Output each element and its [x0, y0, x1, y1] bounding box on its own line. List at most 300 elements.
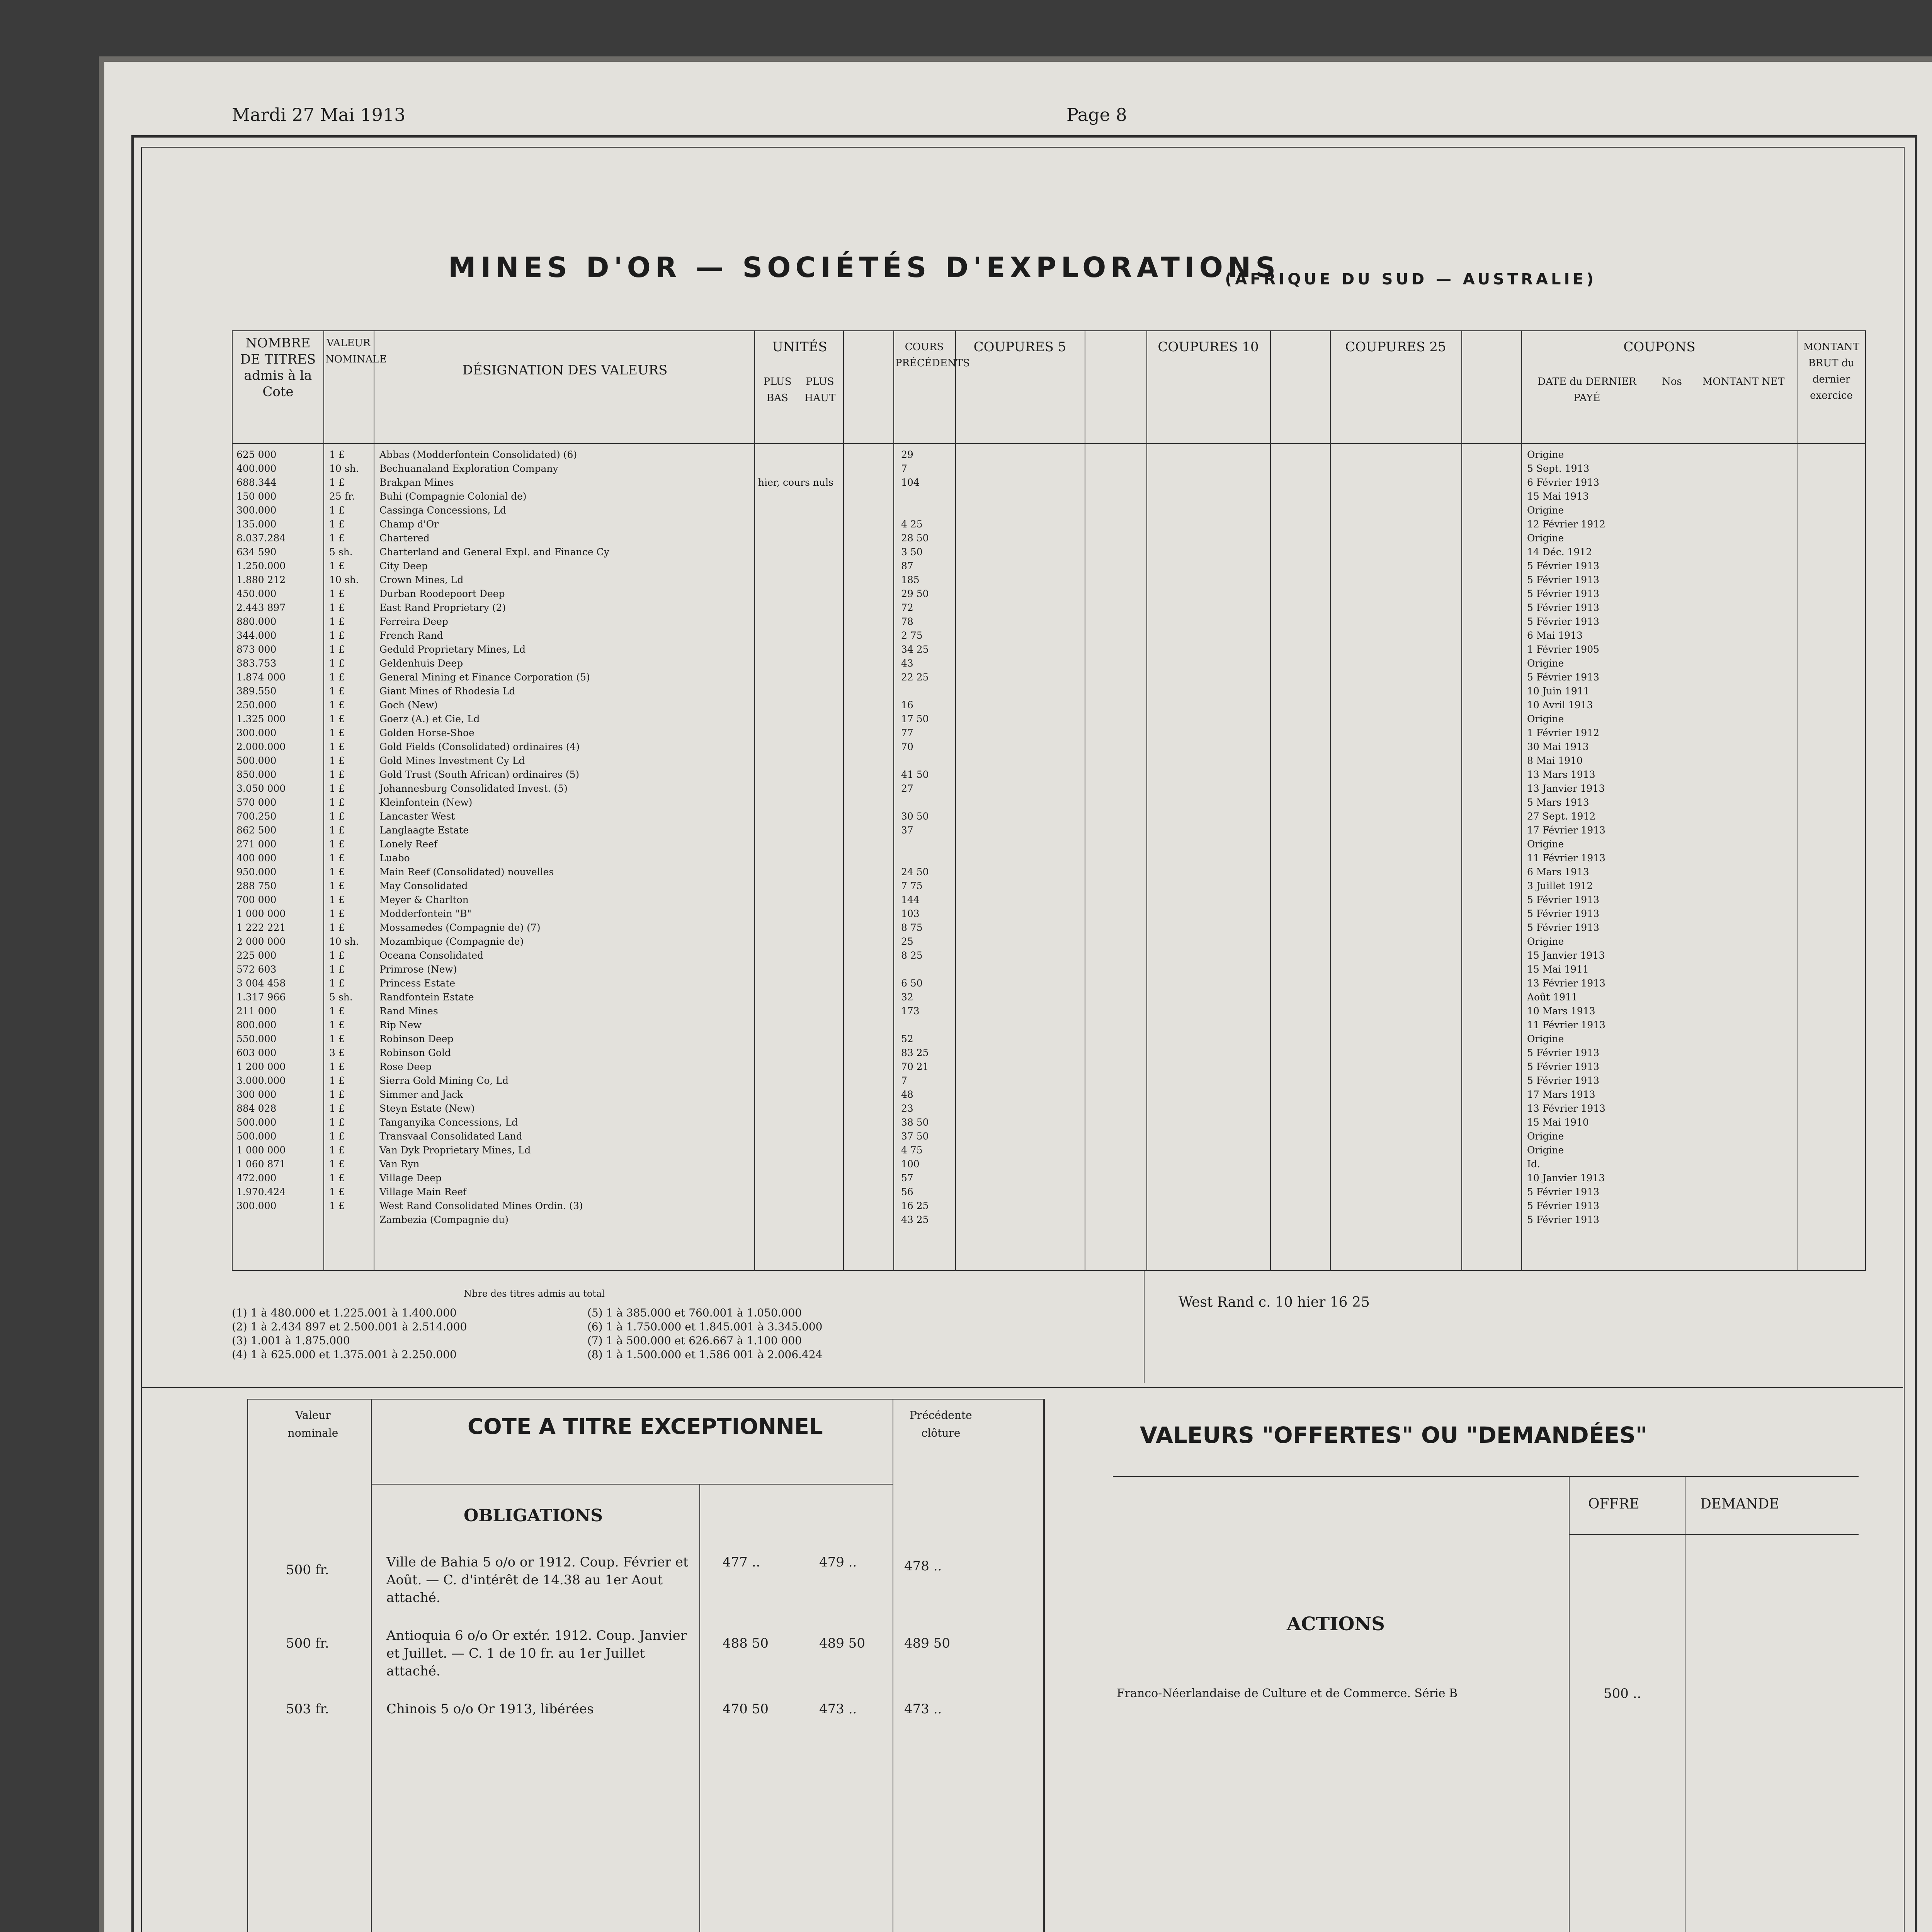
coupon-date-cell: 30 Mai 1913: [1527, 741, 1589, 752]
designation-cell: Buhi (Compagnie Colonial de): [379, 491, 527, 502]
coupon-date-cell: 5 Février 1913: [1527, 1075, 1600, 1086]
cours-cell: 100: [901, 1158, 920, 1170]
table-row: [233, 1200, 1865, 1211]
designation-cell: Goerz (A.) et Cie, Ld: [379, 713, 480, 724]
coupon-date-cell: 5 Février 1913: [1527, 560, 1600, 571]
valeur-cell: 1 £: [329, 1061, 345, 1072]
table-row: [233, 1089, 1865, 1100]
nombre-cell: 625 000: [236, 449, 277, 460]
coupon-date-cell: 5 Mars 1913: [1527, 797, 1589, 808]
table-row: [233, 1131, 1865, 1142]
designation-cell: Main Reef (Consolidated) nouvelles: [379, 866, 554, 878]
cours-cell: 3 50: [901, 546, 923, 558]
valeur-cell: 1 £: [329, 477, 345, 488]
valeur-cell: 1 £: [329, 978, 345, 989]
coupon-date-cell: 5 Février 1913: [1527, 602, 1600, 613]
designation-cell: Ferreira Deep: [379, 616, 448, 627]
nombre-cell: 3 004 458: [236, 978, 286, 989]
table-row: [233, 1005, 1865, 1017]
offre-header: OFFRE: [1588, 1496, 1639, 1512]
cours-cell: 34 25: [901, 644, 929, 655]
offertes-item-offre: 500 ..: [1604, 1686, 1641, 1701]
table-row: [233, 602, 1865, 613]
coupon-date-cell: 15 Janvier 1913: [1527, 950, 1605, 961]
nombre-cell: 1.874 000: [236, 672, 286, 683]
col-valeur: VALEUR NOMINALE: [325, 337, 387, 365]
exc-item-text: Ville de Bahia 5 o/o or 1912. Coup. Février et Août. — C. d'intérêt de 14.38 au 1er Aout attaché.: [386, 1554, 689, 1605]
valeur-cell: 1 £: [329, 838, 345, 850]
nombre-cell: 1.970.424: [236, 1186, 286, 1197]
valeur-cell: 1 £: [329, 1089, 345, 1100]
cours-cell: 77: [901, 727, 913, 738]
coupon-date-cell: 5 Février 1913: [1527, 1200, 1600, 1211]
cours-cell: 173: [901, 1005, 920, 1017]
table-row: [233, 1047, 1865, 1058]
nombre-cell: 688.344: [236, 477, 277, 488]
cours-cell: 16 25: [901, 1200, 929, 1211]
coupon-date-cell: 27 Sept. 1912: [1527, 811, 1596, 822]
nombre-cell: 3.050 000: [236, 783, 286, 794]
nombre-cell: 603 000: [236, 1047, 277, 1058]
table-row: [233, 755, 1865, 766]
cours-cell: 57: [901, 1172, 913, 1184]
cours-cell: 72: [901, 602, 913, 613]
valeur-cell: 1 £: [329, 713, 345, 724]
nombre-cell: 880.000: [236, 616, 277, 627]
designation-cell: Goch (New): [379, 699, 438, 711]
cours-cell: 38 50: [901, 1117, 929, 1128]
divider: [141, 1387, 1903, 1388]
exc-col-prec: Précédente clôture: [910, 1409, 972, 1439]
valeur-cell: 1 £: [329, 672, 345, 683]
cours-cell: 37 50: [901, 1131, 929, 1142]
table-row: [233, 1075, 1865, 1086]
cours-cell: 17 50: [901, 713, 929, 724]
table-row: [233, 811, 1865, 822]
coupon-date-cell: 5 Février 1913: [1527, 1061, 1600, 1072]
nombre-cell: 2 000 000: [236, 936, 286, 947]
table-row: [233, 630, 1865, 641]
valeur-cell: 1 £: [329, 783, 345, 794]
cours-cell: 70 21: [901, 1061, 929, 1072]
valeur-cell: 10 sh.: [329, 463, 359, 474]
valeur-cell: 1 £: [329, 644, 345, 655]
divider: [1144, 1271, 1145, 1383]
coupon-date-cell: 15 Mai 1913: [1527, 491, 1589, 502]
valeur-cell: 1 £: [329, 560, 345, 571]
cours-cell: 29: [901, 449, 913, 460]
nombre-cell: 873 000: [236, 644, 277, 655]
cours-cell: 29 50: [901, 588, 929, 599]
table-row: [233, 950, 1865, 961]
col-coupures-5: COUPURES 5: [973, 339, 1066, 355]
cours-cell: 2 75: [901, 630, 923, 641]
designation-cell: Rose Deep: [379, 1061, 432, 1072]
divider: [1043, 1399, 1044, 1932]
coupon-date-cell: 5 Février 1913: [1527, 1047, 1600, 1058]
cours-cell: 7 75: [901, 880, 923, 891]
plus-bas: PLUS BAS: [763, 376, 792, 404]
notes-title: Nbre des titres admis au total: [464, 1288, 605, 1299]
cours-cell: 24 50: [901, 866, 929, 878]
designation-cell: Langlaagte Estate: [379, 825, 469, 836]
coupon-date-cell: 1 Février 1905: [1527, 644, 1600, 655]
designation-cell: May Consolidated: [379, 880, 468, 891]
table-row: [233, 1019, 1865, 1031]
table-row: [233, 1061, 1865, 1072]
nombre-cell: 3.000.000: [236, 1075, 286, 1086]
coupon-date-cell: 6 Mars 1913: [1527, 866, 1589, 878]
designation-cell: Tanganyika Concessions, Ld: [379, 1117, 518, 1128]
table-row: [233, 574, 1865, 585]
nombre-cell: 2.000.000: [236, 741, 286, 752]
valeur-cell: 1 £: [329, 880, 345, 891]
nombre-cell: 300 000: [236, 1089, 277, 1100]
designation-cell: Mossamedes (Compagnie de) (7): [379, 922, 541, 933]
designation-cell: Steyn Estate (New): [379, 1103, 475, 1114]
nombre-cell: 500.000: [236, 1131, 277, 1142]
nombre-cell: 389.550: [236, 685, 277, 697]
designation-cell: Primrose (New): [379, 964, 457, 975]
nombre-cell: 400 000: [236, 852, 277, 864]
coupon-date-cell: 1 Février 1912: [1527, 727, 1600, 738]
table-row: [233, 838, 1865, 850]
designation-cell: Princess Estate: [379, 978, 456, 989]
coupon-date-cell: 11 Février 1913: [1527, 1019, 1605, 1031]
offertes-title: VALEURS "OFFERTES" OU "DEMANDÉES": [1140, 1422, 1648, 1448]
designation-cell: West Rand Consolidated Mines Ordin. (3): [379, 1200, 583, 1211]
coupon-date-cell: 5 Février 1913: [1527, 908, 1600, 919]
nombre-cell: 8.037.284: [236, 532, 286, 544]
cours-cell: 7: [901, 463, 907, 474]
table-row: [233, 908, 1865, 919]
nombre-cell: 862 500: [236, 825, 277, 836]
designation-cell: Robinson Gold: [379, 1047, 451, 1058]
valeur-cell: 1 £: [329, 950, 345, 961]
nombre-cell: 1.325 000: [236, 713, 286, 724]
coupon-date-cell: 5 Février 1913: [1527, 1186, 1600, 1197]
exc-cours-2: 489 50: [819, 1636, 865, 1651]
nombre-cell: 300.000: [236, 1200, 277, 1211]
coupon-date-cell: 13 Mars 1913: [1527, 769, 1595, 780]
coupon-date-cell: 5 Sept. 1913: [1527, 463, 1590, 474]
note-line: (2) 1 à 2.434 897 et 2.500.001 à 2.514.000: [232, 1320, 467, 1333]
valeur-cell: 1 £: [329, 1117, 345, 1128]
table-row: [233, 852, 1865, 864]
designation-cell: Van Dyk Proprietary Mines, Ld: [379, 1145, 531, 1156]
valeur-cell: 5 sh.: [329, 992, 353, 1003]
table-row: [233, 477, 1865, 488]
designation-cell: Lonely Reef: [379, 838, 438, 850]
cours-cell: 7: [901, 1075, 907, 1086]
cours-cell: 4 75: [901, 1145, 923, 1156]
coupon-date-cell: 17 Mars 1913: [1527, 1089, 1595, 1100]
exc-valeur: 503 fr.: [286, 1701, 329, 1717]
offertes-item: Franco-Néerlandaise de Culture et de Commerce. Série B: [1117, 1687, 1458, 1700]
section-subtitle: (AFRIQUE DU SUD — AUSTRALIE): [1225, 270, 1597, 288]
nombre-cell: 500.000: [236, 1117, 277, 1128]
valeur-cell: 1 £: [329, 602, 345, 613]
designation-cell: Geduld Proprietary Mines, Ld: [379, 644, 526, 655]
valeur-cell: 1 £: [329, 825, 345, 836]
exc-cours-1: 470 50: [723, 1701, 769, 1717]
nombre-cell: 250.000: [236, 699, 277, 711]
table-row: [233, 644, 1865, 655]
nombre-cell: 472.000: [236, 1172, 277, 1184]
valeur-cell: 1 £: [329, 1158, 345, 1170]
coupon-date-cell: 15 Mai 1910: [1527, 1117, 1589, 1128]
cours-cell: 41 50: [901, 769, 929, 780]
cours-cell: 104: [901, 477, 920, 488]
cours-cell: 83 25: [901, 1047, 929, 1058]
note-line: (6) 1 à 1.750.000 et 1.845.001 à 3.345.000: [587, 1320, 823, 1333]
table-row: [233, 685, 1865, 697]
table-row: [233, 1186, 1865, 1197]
table-row: [233, 992, 1865, 1003]
valeur-cell: 5 sh.: [329, 546, 353, 558]
nombre-cell: 383.753: [236, 658, 277, 669]
valeur-cell: 1 £: [329, 630, 345, 641]
coupon-date-cell: 10 Juin 1911: [1527, 685, 1590, 697]
coupon-date-cell: Origine: [1527, 1131, 1564, 1142]
designation-cell: East Rand Proprietary (2): [379, 602, 506, 613]
coupon-date-cell: 5 Février 1913: [1527, 894, 1600, 905]
nombre-cell: 344.000: [236, 630, 277, 641]
valeur-cell: 1 £: [329, 894, 345, 905]
col-nombre: NOMBRE DE TITRES admis à la Cote: [240, 335, 316, 400]
divider: [1569, 1476, 1570, 1932]
designation-cell: Mozambique (Compagnie de): [379, 936, 524, 947]
valeur-cell: 1 £: [329, 1005, 345, 1017]
valeur-cell: 3 £: [329, 1047, 345, 1058]
coupon-date-cell: 5 Février 1913: [1527, 616, 1600, 627]
coupon-date-cell: Origine: [1527, 838, 1564, 850]
nombre-cell: 700 000: [236, 894, 277, 905]
coupon-date-cell: Origine: [1527, 713, 1564, 724]
table-row: [233, 1158, 1865, 1170]
valeur-cell: 10 sh.: [329, 574, 359, 585]
nombre-cell: 2.443 897: [236, 602, 286, 613]
valeur-cell: 1 £: [329, 741, 345, 752]
cours-cell: 32: [901, 992, 913, 1003]
divider: [699, 1484, 700, 1932]
plus-haut: PLUS HAUT: [804, 376, 836, 404]
designation-cell: Crown Mines, Ld: [379, 574, 464, 585]
designation-cell: Brakpan Mines: [379, 477, 454, 488]
coupon-date-cell: 8 Mai 1910: [1527, 755, 1583, 766]
cours-cell: 25: [901, 936, 913, 947]
valeur-cell: 1 £: [329, 505, 345, 516]
coupon-date-cell: Origine: [1527, 936, 1564, 947]
table-row: [233, 449, 1865, 460]
valeur-cell: 1 £: [329, 1103, 345, 1114]
nombre-cell: 1.880 212: [236, 574, 286, 585]
col-montant-brut: MONTANT BRUT du dernier exercice: [1803, 341, 1860, 401]
coupon-date-cell: Origine: [1527, 1145, 1564, 1156]
cours-cell: 8 25: [901, 950, 923, 961]
exc-prec: 478 ..: [904, 1558, 942, 1574]
cours-cell: 43 25: [901, 1214, 929, 1225]
exc-item-text: Chinois 5 o/o Or 1913, libérées: [386, 1701, 594, 1717]
coupon-date-cell: 17 Février 1913: [1527, 825, 1605, 836]
table-row: [233, 894, 1865, 905]
offertes-box: [1113, 1476, 1859, 1932]
designation-cell: Modderfontein "B": [379, 908, 472, 919]
valeur-cell: 1 £: [329, 519, 345, 530]
col-coupures-25: COUPURES 25: [1345, 339, 1446, 355]
table-row: [233, 491, 1865, 502]
note-line: (7) 1 à 500.000 et 626.667 à 1.100 000: [587, 1334, 802, 1347]
table-row: [233, 588, 1865, 599]
coupon-date-cell: 13 Février 1913: [1527, 978, 1605, 989]
cours-cell: 37: [901, 825, 913, 836]
coupon-date-cell: 12 Février 1912: [1527, 519, 1605, 530]
note-line: (5) 1 à 385.000 et 760.001 à 1.050.000: [587, 1306, 802, 1319]
cours-cell: 43: [901, 658, 913, 669]
coupon-date-cell: Origine: [1527, 532, 1564, 544]
col-designation: DÉSIGNATION DES VALEURS: [462, 362, 668, 378]
nombre-cell: 1 060 871: [236, 1158, 286, 1170]
table-row: [233, 964, 1865, 975]
table-row: [233, 880, 1865, 891]
nombre-cell: 135.000: [236, 519, 277, 530]
cours-cell: 103: [901, 908, 920, 919]
nombre-cell: 634 590: [236, 546, 277, 558]
exc-item-text: Antioquia 6 o/o Or extér. 1912. Coup. Janvier et Juillet. — C. 1 de 10 fr. au 1er Juillet attaché.: [386, 1628, 687, 1679]
valeur-cell: 1 £: [329, 532, 345, 544]
designation-cell: Robinson Deep: [379, 1033, 454, 1044]
cours-cell: 4 25: [901, 519, 923, 530]
quotation-table: [232, 330, 1866, 1271]
page-number: Page 8: [1066, 104, 1127, 125]
valeur-cell: 10 sh.: [329, 936, 359, 947]
exc-cours-1: 477 ..: [723, 1554, 760, 1570]
demande-header: DEMANDE: [1700, 1496, 1779, 1512]
nombre-cell: 225 000: [236, 950, 277, 961]
valeur-cell: 1 £: [329, 658, 345, 669]
exceptionnel-title: COTE A TITRE EXCEPTIONNEL: [468, 1414, 823, 1439]
valeur-cell: 1 £: [329, 449, 345, 460]
note-line: (4) 1 à 625.000 et 1.375.001 à 2.250.000: [232, 1348, 457, 1361]
valeur-cell: 1 £: [329, 922, 345, 933]
table-notes: [232, 1287, 889, 1376]
designation-cell: Village Deep: [379, 1172, 442, 1184]
valeur-cell: 1 £: [329, 727, 345, 738]
coupon-date-cell: Origine: [1527, 505, 1564, 516]
valeur-cell: 1 £: [329, 1200, 345, 1211]
designation-cell: Giant Mines of Rhodesia Ld: [379, 685, 515, 697]
designation-cell: General Mining et Finance Corporation (5): [379, 672, 590, 683]
coupon-date-cell: 15 Mai 1911: [1527, 964, 1589, 975]
valeur-cell: 1 £: [329, 908, 345, 919]
designation-cell: Simmer and Jack: [379, 1089, 463, 1100]
page-date: Mardi 27 Mai 1913: [232, 104, 406, 125]
nombre-cell: 500.000: [236, 755, 277, 766]
valeur-cell: 1 £: [329, 1145, 345, 1156]
table-row: [233, 769, 1865, 780]
note-line: (1) 1 à 480.000 et 1.225.001 à 1.400.000: [232, 1306, 457, 1319]
table-row: [233, 978, 1865, 989]
nombre-cell: 1 000 000: [236, 908, 286, 919]
divider: [371, 1484, 893, 1485]
cours-cell: 8 75: [901, 922, 923, 933]
valeur-cell: 1 £: [329, 769, 345, 780]
cours-cell: 48: [901, 1089, 913, 1100]
exc-col-valeur: Valeur nominale: [287, 1409, 338, 1439]
coupon-date-cell: 5 Février 1913: [1527, 588, 1600, 599]
table-row: [233, 1214, 1865, 1225]
exc-valeur: 500 fr.: [286, 1562, 329, 1578]
coupon-date-cell: 10 Janvier 1913: [1527, 1172, 1605, 1184]
cours-cell: 87: [901, 560, 913, 571]
table-row: [233, 1033, 1865, 1044]
cours-cell: 70: [901, 741, 913, 752]
valeur-cell: 1 £: [329, 1172, 345, 1184]
designation-cell: Golden Horse-Shoe: [379, 727, 474, 738]
exc-valeur: 500 fr.: [286, 1636, 329, 1651]
cours-cell: 16: [901, 699, 913, 711]
cours-cell: 27: [901, 783, 913, 794]
exc-cours-1: 488 50: [723, 1636, 769, 1651]
designation-cell: Transvaal Consolidated Land: [379, 1131, 522, 1142]
designation-cell: Geldenhuis Deep: [379, 658, 463, 669]
table-row: [233, 672, 1865, 683]
designation-cell: Durban Roodepoort Deep: [379, 588, 505, 599]
table-row: [233, 546, 1865, 558]
col-coupures-10: COUPURES 10: [1158, 339, 1259, 355]
designation-cell: Oceana Consolidated: [379, 950, 484, 961]
table-row: [233, 825, 1865, 836]
designation-cell: Chartered: [379, 532, 430, 544]
table-row: [233, 936, 1865, 947]
nombre-cell: 800.000: [236, 1019, 277, 1031]
table-row: [233, 797, 1865, 808]
valeur-cell: 1 £: [329, 1033, 345, 1044]
coupon-date-cell: Origine: [1527, 449, 1564, 460]
coupon-date-cell: Id.: [1527, 1158, 1540, 1170]
table-row: [233, 866, 1865, 878]
table-row: [233, 741, 1865, 752]
nombre-cell: 700.250: [236, 811, 277, 822]
exc-prec: 489 50: [904, 1636, 950, 1651]
valeur-cell: 1 £: [329, 1186, 345, 1197]
table-row: [233, 713, 1865, 724]
designation-cell: Kleinfontein (New): [379, 797, 473, 808]
table-row: [233, 463, 1865, 474]
obligations-heading: OBLIGATIONS: [464, 1506, 603, 1526]
col-unites: UNITÉS: [772, 339, 827, 355]
nombre-cell: 288 750: [236, 880, 277, 891]
coupon-date-cell: 3 Juillet 1912: [1527, 880, 1593, 891]
coupon-date-cell: 11 Février 1913: [1527, 852, 1605, 864]
valeur-cell: 1 £: [329, 588, 345, 599]
coupon-date-cell: Origine: [1527, 1033, 1564, 1044]
cours-cell: 23: [901, 1103, 913, 1114]
cours-cell: 52: [901, 1033, 913, 1044]
cours-cell: 28 50: [901, 532, 929, 544]
designation-cell: Charterland and General Expl. and Finance Cy: [379, 546, 609, 558]
valeur-cell: 1 £: [329, 964, 345, 975]
table-row: [233, 560, 1865, 571]
cours-cell: 185: [901, 574, 920, 585]
coupon-date-cell: 6 Février 1913: [1527, 477, 1600, 488]
designation-cell: Village Main Reef: [379, 1186, 467, 1197]
nombre-cell: 271 000: [236, 838, 277, 850]
valeur-cell: 25 fr.: [329, 491, 355, 502]
nombre-cell: 1 000 000: [236, 1145, 286, 1156]
designation-cell: Champ d'Or: [379, 519, 439, 530]
nombre-cell: 150 000: [236, 491, 277, 502]
